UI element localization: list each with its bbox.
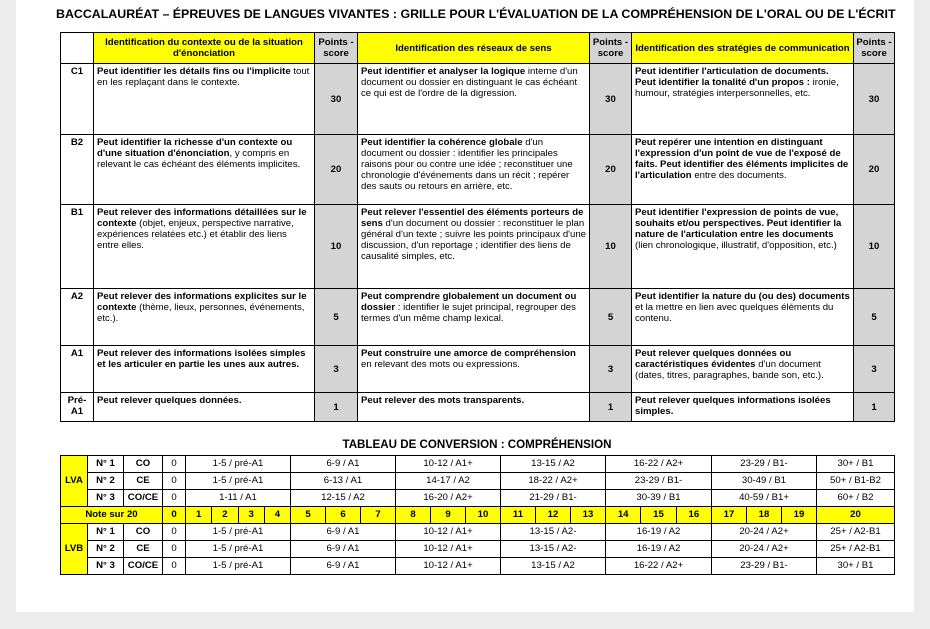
descriptor-bold: Peut identifier l'expression de points de vue, souhaits et/ou perspectives. Peut identifier la nature de l'articulation entre les documents — [635, 207, 842, 240]
score-range-cell: 23-29 / B1- — [712, 558, 817, 575]
points-score: 1 — [590, 393, 632, 422]
descriptor-bold: Peut repérer une intention en distinguant l'expression d'un point de vue de l'exposé de faits. Peut identifier des éléments implicites de l'articulation — [635, 137, 849, 181]
score-range-cell: 1-5 / pré-A1 — [186, 473, 291, 490]
score-range-cell: 1-5 / pré-A1 — [186, 558, 291, 575]
note-value: 0 — [171, 509, 177, 520]
note-value: 2 — [211, 507, 237, 523]
score-range-cell: 10-12 / A1+ — [396, 456, 501, 473]
descriptor-cell — [94, 346, 315, 393]
points-score: 3 — [854, 346, 895, 393]
conversion-table — [60, 455, 895, 575]
score-range-cell: 10-12 / A1+ — [396, 524, 501, 541]
test-number: N° 3 — [88, 558, 124, 575]
note-value: 12 — [535, 507, 570, 523]
header-strategies: Identification des stratégies de communication — [632, 33, 854, 64]
score-range-cell: 0 — [163, 558, 186, 575]
points-score: 30 — [590, 64, 632, 135]
score-range-cell: 16-22 / A2+ — [606, 558, 712, 575]
language-label: LVA — [61, 456, 88, 507]
grid-row — [61, 393, 895, 422]
conversion-row — [61, 541, 895, 558]
descriptor-cell — [358, 64, 590, 135]
descriptor-cell — [632, 346, 854, 393]
score-range-cell: 13-15 / A2 — [501, 558, 606, 575]
note-value: 19 — [781, 507, 816, 523]
note-value: 11 — [512, 509, 524, 520]
descriptor-cell — [358, 135, 590, 205]
test-type: CO — [124, 456, 163, 473]
points-score: 30 — [854, 64, 895, 135]
score-range-cell: 13-15 / A2- — [501, 541, 606, 558]
test-type: CO — [124, 524, 163, 541]
header-context: Identification du contexte ou de la situation d'énonciation — [94, 33, 315, 64]
note-value: 1 — [195, 509, 202, 520]
level-label: Pré-A1 — [61, 393, 94, 422]
header-points: Points -score — [315, 33, 358, 64]
descriptor-text: et la mettre en lien avec quelques éléments du contenu. — [635, 302, 834, 324]
score-range-cell: 30-39 / B1 — [606, 490, 712, 507]
test-number: N° 1 — [88, 456, 124, 473]
points-score: 10 — [854, 205, 895, 289]
grid-corner — [61, 33, 94, 64]
note-value: 8 — [410, 509, 416, 520]
descriptor-bold: Peut comprendre globalement un document ou dossier — [361, 291, 577, 313]
evaluation-grid — [60, 32, 895, 422]
descriptor-cell — [94, 64, 315, 135]
score-range-cell: 16-22 / A2+ — [606, 456, 712, 473]
descriptor-text: d'un document ou dossier : identifier les principales raisons pour ou contre une idée ; reconstituer une chronologie d'événements dans un récit ; repérer des sauts ou retours en arrière, etc. — [361, 137, 573, 192]
score-range-cell: 6-9 / A1 — [291, 456, 396, 473]
conversion-row — [61, 473, 895, 490]
test-type: CO/CE — [124, 490, 163, 507]
score-range-cell: 30+ / B1 — [817, 558, 895, 575]
grid-row — [61, 289, 895, 346]
points-score: 5 — [854, 289, 895, 346]
descriptor-text: d'un document (dates, titres, paragraphes, bande son, etc.). — [635, 359, 824, 381]
descriptor-text: interne d'un document ou dossier en distinguant le cas échéant ce qui est de l'ordre de la digression. — [361, 66, 578, 99]
document-page — [16, 0, 914, 612]
test-type: CE — [124, 541, 163, 558]
descriptor-cell — [632, 393, 854, 422]
points-score: 5 — [590, 289, 632, 346]
test-type: CE — [124, 473, 163, 490]
score-range-cell: 13-15 / A2 — [501, 456, 606, 473]
descriptor-bold: Peut relever des informations détaillées sur le contexte — [97, 207, 307, 229]
descriptor-cell — [358, 393, 590, 422]
descriptor-text: : identifier le sujet principal, regrouper des termes d'un même champ lexical. — [361, 302, 576, 324]
score-range-cell: 6-9 / A1 — [291, 558, 396, 575]
level-label: C1 — [61, 64, 94, 135]
descriptor-bold: Peut construire une amorce de compréhension — [361, 348, 576, 359]
grid-row — [61, 64, 895, 135]
descriptor-text: en relevant des mots ou expressions. — [361, 359, 520, 370]
score-range-cell: 10-12 / A1+ — [396, 541, 501, 558]
descriptor-cell — [632, 205, 854, 289]
note-value: 18 — [746, 507, 781, 523]
note-group — [396, 507, 501, 524]
score-range-cell: 23-29 / B1- — [606, 473, 712, 490]
grid-row — [61, 346, 895, 393]
conversion-title: TABLEAU DE CONVERSION : COMPRÉHENSION — [342, 438, 612, 451]
score-range-cell: 18-22 / A2+ — [501, 473, 606, 490]
score-range-cell: 6-9 / A1 — [291, 541, 396, 558]
score-range-cell: 21-29 / B1- — [501, 490, 606, 507]
score-range-cell: 1-5 / pré-A1 — [186, 541, 291, 558]
score-range-cell: 16-19 / A2 — [606, 524, 712, 541]
score-range-cell: 12-15 / A2 — [291, 490, 396, 507]
test-number: N° 1 — [88, 524, 124, 541]
score-range-cell: 0 — [163, 541, 186, 558]
descriptor-text: entre des documents. — [691, 170, 787, 181]
note-value: 4 — [264, 507, 290, 523]
note-label: Note sur 20 — [61, 507, 163, 524]
conversion-row — [61, 456, 895, 473]
descriptor-bold: Peut identifier l'articulation de documents. Peut identifier la tonalité d'un propos : — [635, 66, 829, 88]
descriptor-cell — [94, 135, 315, 205]
score-range-cell: 40-59 / B1+ — [712, 490, 817, 507]
score-range-cell: 30+ / B1 — [817, 456, 895, 473]
score-range-cell: 23-29 / B1- — [712, 456, 817, 473]
points-score: 20 — [315, 135, 358, 205]
points-score: 30 — [315, 64, 358, 135]
points-score: 10 — [315, 205, 358, 289]
note-group — [712, 507, 817, 524]
grid-row — [61, 135, 895, 205]
score-range-cell: 6-9 / A1 — [291, 524, 396, 541]
note-value: 14 — [617, 509, 629, 520]
points-score: 1 — [854, 393, 895, 422]
note-value: 17 — [723, 509, 735, 520]
descriptor-cell — [632, 135, 854, 205]
score-range-cell: 1-11 / A1 — [186, 490, 291, 507]
note-cell — [817, 507, 895, 524]
test-number: N° 2 — [88, 541, 124, 558]
conversion-row — [61, 558, 895, 575]
descriptor-bold: Peut relever quelques informations isolées simples. — [635, 395, 831, 417]
level-label: A1 — [61, 346, 94, 393]
descriptor-text: (objet, enjeux, perspective narrative, expériences relatées etc.) et établir des liens entre elles. — [97, 218, 294, 251]
score-range-cell: 14-17 / A2 — [396, 473, 501, 490]
points-score: 10 — [590, 205, 632, 289]
note-group — [291, 507, 396, 524]
score-range-cell: 1-5 / pré-A1 — [186, 456, 291, 473]
score-range-cell: 1-5 / pré-A1 — [186, 524, 291, 541]
descriptor-bold: Peut identifier les détails fins ou l'implicite — [97, 66, 291, 77]
note-value: 20 — [850, 509, 861, 520]
conversion-row — [61, 490, 895, 507]
note-value: 5 — [305, 509, 311, 520]
descriptor-cell — [94, 393, 315, 422]
points-score: 20 — [854, 135, 895, 205]
descriptor-bold: Peut relever l'essentiel des éléments porteurs de sens — [361, 207, 584, 229]
descriptor-cell — [358, 289, 590, 346]
score-range-cell: 0 — [163, 524, 186, 541]
score-range-cell: 20-24 / A2+ — [712, 541, 817, 558]
descriptor-cell — [358, 346, 590, 393]
header-points: Points -score — [590, 33, 632, 64]
note-cell — [163, 507, 186, 524]
note-group — [606, 507, 712, 524]
descriptor-cell — [358, 205, 590, 289]
score-range-cell: 0 — [163, 490, 186, 507]
points-score: 3 — [590, 346, 632, 393]
note-group — [186, 507, 291, 524]
note-value: 15 — [640, 507, 675, 523]
test-number: N° 3 — [88, 490, 124, 507]
score-range-cell: 25+ / A2-B1 — [817, 541, 895, 558]
descriptor-bold: Peut relever quelques données ou caractéristiques évidentes — [635, 348, 792, 370]
points-score: 20 — [590, 135, 632, 205]
score-range-cell: 60+ / B2 — [817, 490, 895, 507]
test-number: N° 2 — [88, 473, 124, 490]
descriptor-text: , y compris en relevant le cas échéant des éléments implicites. — [97, 148, 301, 170]
descriptor-text: ironie, humour, stratégies interpersonnelles, etc. — [635, 77, 839, 99]
score-range-cell: 30-49 / B1 — [712, 473, 817, 490]
score-range-cell: 20-24 / A2+ — [712, 524, 817, 541]
descriptor-bold: Peut relever quelques données. — [97, 395, 242, 406]
score-range-cell: 13-15 / A2- — [501, 524, 606, 541]
descriptor-bold: Peut identifier la richesse d'un contexte ou d'une situation d'énonciation — [97, 137, 293, 159]
conversion-row — [61, 524, 895, 541]
descriptor-bold: Peut relever des informations explicites sur le contexte — [97, 291, 307, 313]
descriptor-bold: Peut identifier la nature du (ou des) documents — [635, 291, 850, 302]
descriptor-text: (thème, lieux, personnes, événements, etc.). — [97, 302, 305, 324]
points-score: 3 — [315, 346, 358, 393]
descriptor-text: (lien chronologique, illustratif, d'opposition, etc.) — [635, 240, 837, 251]
note-value: 7 — [360, 507, 395, 523]
score-range-cell: 10-12 / A1+ — [396, 558, 501, 575]
descriptor-bold: Peut relever des informations isolées simples et les articuler en partie les unes aux autres. — [97, 348, 306, 370]
level-label: B2 — [61, 135, 94, 205]
note-group — [501, 507, 606, 524]
score-range-cell: 0 — [163, 473, 186, 490]
test-type: CO/CE — [124, 558, 163, 575]
descriptor-cell — [94, 289, 315, 346]
descriptor-bold: Peut identifier et analyser la logique — [361, 66, 526, 77]
points-score: 1 — [315, 393, 358, 422]
note-row — [61, 507, 895, 524]
score-range-cell: 16-19 / A2 — [606, 541, 712, 558]
score-range-cell: 0 — [163, 456, 186, 473]
note-value: 3 — [238, 507, 264, 523]
descriptor-bold: Peut relever des mots transparents. — [361, 395, 525, 406]
note-value: 10 — [465, 507, 500, 523]
score-range-cell: 50+ / B1-B2 — [817, 473, 895, 490]
note-value: 16 — [676, 507, 711, 523]
score-range-cell: 16-20 / A2+ — [396, 490, 501, 507]
descriptor-cell — [94, 205, 315, 289]
level-label: A2 — [61, 289, 94, 346]
descriptor-cell — [632, 64, 854, 135]
grid-row — [61, 205, 895, 289]
note-value: 13 — [570, 507, 605, 523]
note-value: 6 — [325, 507, 360, 523]
points-score: 5 — [315, 289, 358, 346]
score-range-cell: 6-13 / A1 — [291, 473, 396, 490]
descriptor-cell — [632, 289, 854, 346]
level-label: B1 — [61, 205, 94, 289]
header-points: Points -score — [854, 33, 895, 64]
header-meaning: Identification des réseaux de sens — [358, 33, 590, 64]
score-range-cell: 25+ / A2-B1 — [817, 524, 895, 541]
descriptor-bold: Peut identifier la cohérence globale — [361, 137, 523, 148]
page-title: BACCALAURÉAT – ÉPREUVES DE LANGUES VIVANTES : GRILLE POUR L'ÉVALUATION DE LA COMPRÉHENSION DE L'ORAL OU DE L'ÉCRIT — [56, 7, 896, 21]
descriptor-text: tout en les replaçant dans le contexte. — [97, 66, 310, 88]
descriptor-text: d'un document ou dossier : reconstituer le plan général d'un texte ; suivre les points principaux d'une discussion, d'un reportage ; identifier des liens de causalité simples, etc. — [361, 218, 586, 262]
note-value: 9 — [430, 507, 465, 523]
language-label: LVB — [61, 524, 88, 575]
